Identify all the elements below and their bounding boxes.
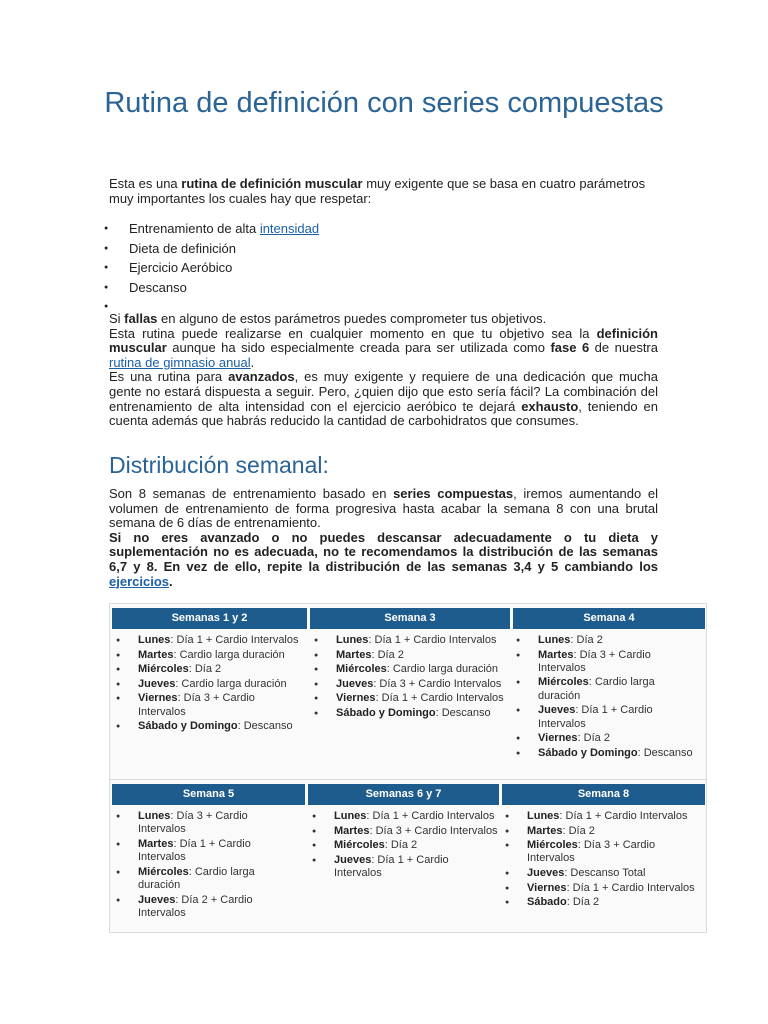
day-desc: : Día 1 + Cardio Intervalos: [538, 704, 653, 730]
intensidad-link[interactable]: intensidad: [259, 221, 320, 236]
schedule-table-weeks-5-8: [109, 779, 707, 933]
day-desc: : Día 1 + Cardio Intervalos: [375, 692, 504, 705]
list-item: [310, 692, 510, 705]
day-label: Martes: [538, 648, 574, 661]
day-label: Lunes: [336, 634, 369, 646]
intro-paragraph: [109, 177, 658, 206]
intro-bold: rutina de definición muscular: [181, 176, 363, 191]
day-label: Miércoles: [334, 839, 385, 852]
day-desc: : Día 2: [371, 648, 404, 661]
day-label: Jueves: [138, 677, 176, 690]
day-label: Miércoles: [336, 663, 387, 676]
table-header: Semanas 6 y 7: [308, 784, 499, 805]
day-desc: : Día 1 + Cardio Intervalos: [334, 853, 449, 880]
list-item: [112, 678, 300, 691]
list-item: [501, 896, 701, 909]
table-column: [501, 810, 701, 911]
table-column: [310, 634, 510, 722]
day-desc: : Descanso: [435, 706, 491, 719]
day-desc: : Día 1 + Cardio Intervalos: [170, 634, 299, 646]
bold-text: fallas: [124, 311, 158, 326]
day-label: Sábado: [527, 896, 567, 909]
day-desc: : Descanso Total: [564, 867, 646, 880]
day-label: Miércoles: [138, 865, 189, 878]
list-item: ● Descanso: [109, 280, 319, 300]
day-label: Lunes: [334, 810, 367, 822]
day-label: Jueves: [138, 893, 176, 906]
day-desc: : Cardio larga duración: [173, 648, 285, 661]
table-header: Semana 3: [310, 608, 510, 629]
list-item: [501, 867, 701, 880]
day-desc: : Cardio larga duración: [175, 677, 287, 690]
list-item: [310, 649, 510, 662]
table-header: Semanas 1 y 2: [112, 608, 307, 629]
bold-text: exhausto: [521, 398, 579, 414]
day-desc: : Día 3 + Cardio Intervalos: [538, 648, 651, 674]
intro-text: Esta es una: [109, 176, 182, 191]
list-item: ● Dieta de definición: [109, 241, 319, 261]
bold-text: series compuestas: [393, 486, 514, 501]
text: Si: [109, 311, 125, 326]
day-desc: : Día 3 + Cardio Intervalos: [138, 810, 248, 836]
day-desc: : Descanso: [637, 746, 693, 759]
table-column: [512, 634, 697, 761]
text: .: [250, 354, 255, 370]
text: , es muy exigente y requiere de una dedicación que mucha gente no estará dispuesta a seguir. Pero, ¿quien dijo que esto sería fácil? La combinación del entrenamiento de alta intensidad con el ejercicio aeróbico te dejará: [109, 369, 658, 414]
list-item: [112, 692, 300, 719]
list-item: [512, 704, 697, 731]
list-item: [112, 866, 298, 893]
bold-text: avanzados: [228, 369, 295, 385]
day-desc: : Día 1 + Cardio Intervalos: [368, 634, 497, 646]
schedule-table-weeks-1-4: [109, 603, 707, 780]
day-desc: : Día 1 + Cardio Intervalos: [138, 837, 251, 864]
day-desc: : Día 3 + Cardio Intervalos: [373, 677, 502, 690]
list-item: [501, 839, 701, 866]
text: Si no eres avanzado o no puedes descansar adecuadamente o tu dieta y suplementación no es adecuada, no te recomendamos la distribución de las semanas 6,7 y 8. En vez de ello, repite la distribución de las semanas 3,4 y 5 cambiando los: [109, 529, 658, 574]
page-title: Rutina de definición con series compuestas: [104, 87, 664, 119]
sentence-avanzados: [109, 370, 658, 428]
list-item: [310, 634, 510, 647]
table-header: Semana 8: [502, 784, 705, 805]
day-label: Jueves: [334, 853, 372, 866]
rutina-anual-link[interactable]: rutina de gimnasio anual: [109, 354, 251, 370]
day-desc: : Día 2: [570, 634, 603, 646]
day-label: Miércoles: [527, 839, 578, 852]
bold-text: fase 6: [550, 340, 590, 356]
list-item: [109, 221, 319, 241]
list-item: [112, 663, 300, 676]
text: Es una rutina para: [109, 369, 229, 385]
distribution-paragraph: [109, 487, 658, 589]
list-item: [112, 634, 300, 647]
body-paragraph: [109, 312, 658, 429]
list-item: [112, 838, 298, 865]
day-desc: : Día 1 + Cardio Intervalos: [366, 810, 495, 822]
day-label: Sábado y Domingo: [138, 720, 238, 733]
parameters-list: [109, 221, 319, 319]
day-desc: : Día 3 + Cardio Intervalos: [369, 824, 498, 837]
distribution-intro: [109, 487, 658, 531]
sentence-fallas: [109, 312, 658, 327]
text: , teniendo en cuenta además que habrás reducido la cantidad de carbohidratos que consumes.: [109, 398, 658, 429]
table-column: [308, 810, 498, 882]
list-item: [512, 649, 697, 676]
day-desc: : Día 3 + Cardio Intervalos: [527, 839, 656, 865]
day-desc: : Día 1 + Cardio Intervalos: [559, 810, 688, 822]
day-label: Jueves: [538, 704, 576, 717]
day-desc: : Día 2: [577, 732, 610, 745]
table-column: [112, 810, 298, 922]
day-desc: : Día 2: [562, 824, 595, 837]
list-item: [501, 810, 701, 823]
day-desc: : Cardio larga duración: [138, 865, 255, 892]
list-item: [112, 810, 298, 837]
list-item: [112, 894, 298, 921]
day-label: Lunes: [138, 634, 171, 646]
day-label: Martes: [334, 824, 370, 837]
list-item: [512, 732, 697, 745]
warning-text: [109, 531, 658, 589]
table-header: Semana 5: [112, 784, 305, 805]
text: en alguno de estos parámetros puedes comprometer tus objetivos.: [157, 311, 547, 326]
list-item: [310, 707, 510, 720]
list-item: [310, 678, 510, 691]
day-desc: : Día 2: [566, 896, 600, 909]
text: , iremos aumentando el volumen de entrenamiento de forma progresiva hasta acabar la semana 8 con una brutal semana de 6 días de entrenamiento.: [109, 486, 658, 531]
day-label: Viernes: [538, 732, 578, 745]
day-label: Miércoles: [138, 663, 189, 676]
day-label: Martes: [138, 648, 174, 661]
ejercicios-link[interactable]: ejercicios: [109, 573, 169, 589]
day-desc: : Día 2 + Cardio Intervalos: [138, 893, 253, 919]
list-item: [501, 825, 701, 838]
day-label: Miércoles: [538, 676, 589, 689]
table-header: Semana 4: [513, 608, 705, 629]
day-label: Sábado y Domingo: [538, 746, 638, 759]
day-label: Martes: [336, 648, 372, 661]
day-desc: : Día 2: [188, 663, 222, 676]
list-item: [308, 810, 498, 823]
day-desc: : Descanso: [237, 720, 293, 733]
day-label: Lunes: [538, 634, 571, 646]
list-item: [308, 854, 498, 881]
day-label: Lunes: [527, 810, 560, 822]
text: de nuestra: [589, 340, 658, 356]
list-item: [308, 839, 498, 852]
list-item: [512, 747, 697, 760]
sentence-definicion: [109, 327, 658, 371]
section-heading: Distribución semanal:: [109, 452, 329, 478]
list-item: [112, 649, 300, 662]
text: Son 8 semanas de entrenamiento basado en: [109, 486, 394, 501]
text: Esta rutina puede realizarse en cualquier momento en que tu objetivo sea la: [109, 325, 597, 341]
day-label: Viernes: [138, 692, 178, 705]
list-item: [501, 882, 701, 895]
intro-text-end: muy exigente que se basa en cuatro parámetros muy importantes los cuales hay que respetar:: [109, 176, 646, 206]
text: .: [169, 573, 173, 589]
list-item: [308, 825, 498, 838]
list-item: ● Ejercicio Aeróbico: [109, 260, 319, 280]
list-item: [112, 720, 300, 733]
table-column: [112, 634, 300, 735]
day-desc: : Día 1 + Cardio Intervalos: [566, 881, 695, 894]
day-label: Viernes: [336, 692, 376, 705]
day-label: Sábado y Domingo: [336, 706, 436, 719]
day-desc: : Día 3 + Cardio Intervalos: [138, 692, 255, 718]
text: aunque ha sido especialmente creada para ser utilizada como: [166, 340, 551, 356]
bold-text: definición muscular: [109, 325, 658, 356]
day-label: Jueves: [336, 677, 374, 690]
day-label: Viernes: [527, 881, 567, 894]
day-label: Jueves: [527, 867, 565, 880]
day-label: Martes: [527, 824, 563, 837]
day-desc: : Día 2: [384, 839, 418, 852]
list-item: [512, 676, 697, 703]
list-item-text: Entrenamiento de alta: [129, 221, 260, 236]
day-label: Lunes: [138, 810, 171, 822]
list-item: [512, 634, 697, 647]
day-label: Martes: [138, 837, 174, 850]
day-desc: : Cardio larga duración: [538, 676, 655, 702]
day-desc: : Cardio larga duración: [386, 663, 499, 676]
list-item: [310, 663, 510, 676]
